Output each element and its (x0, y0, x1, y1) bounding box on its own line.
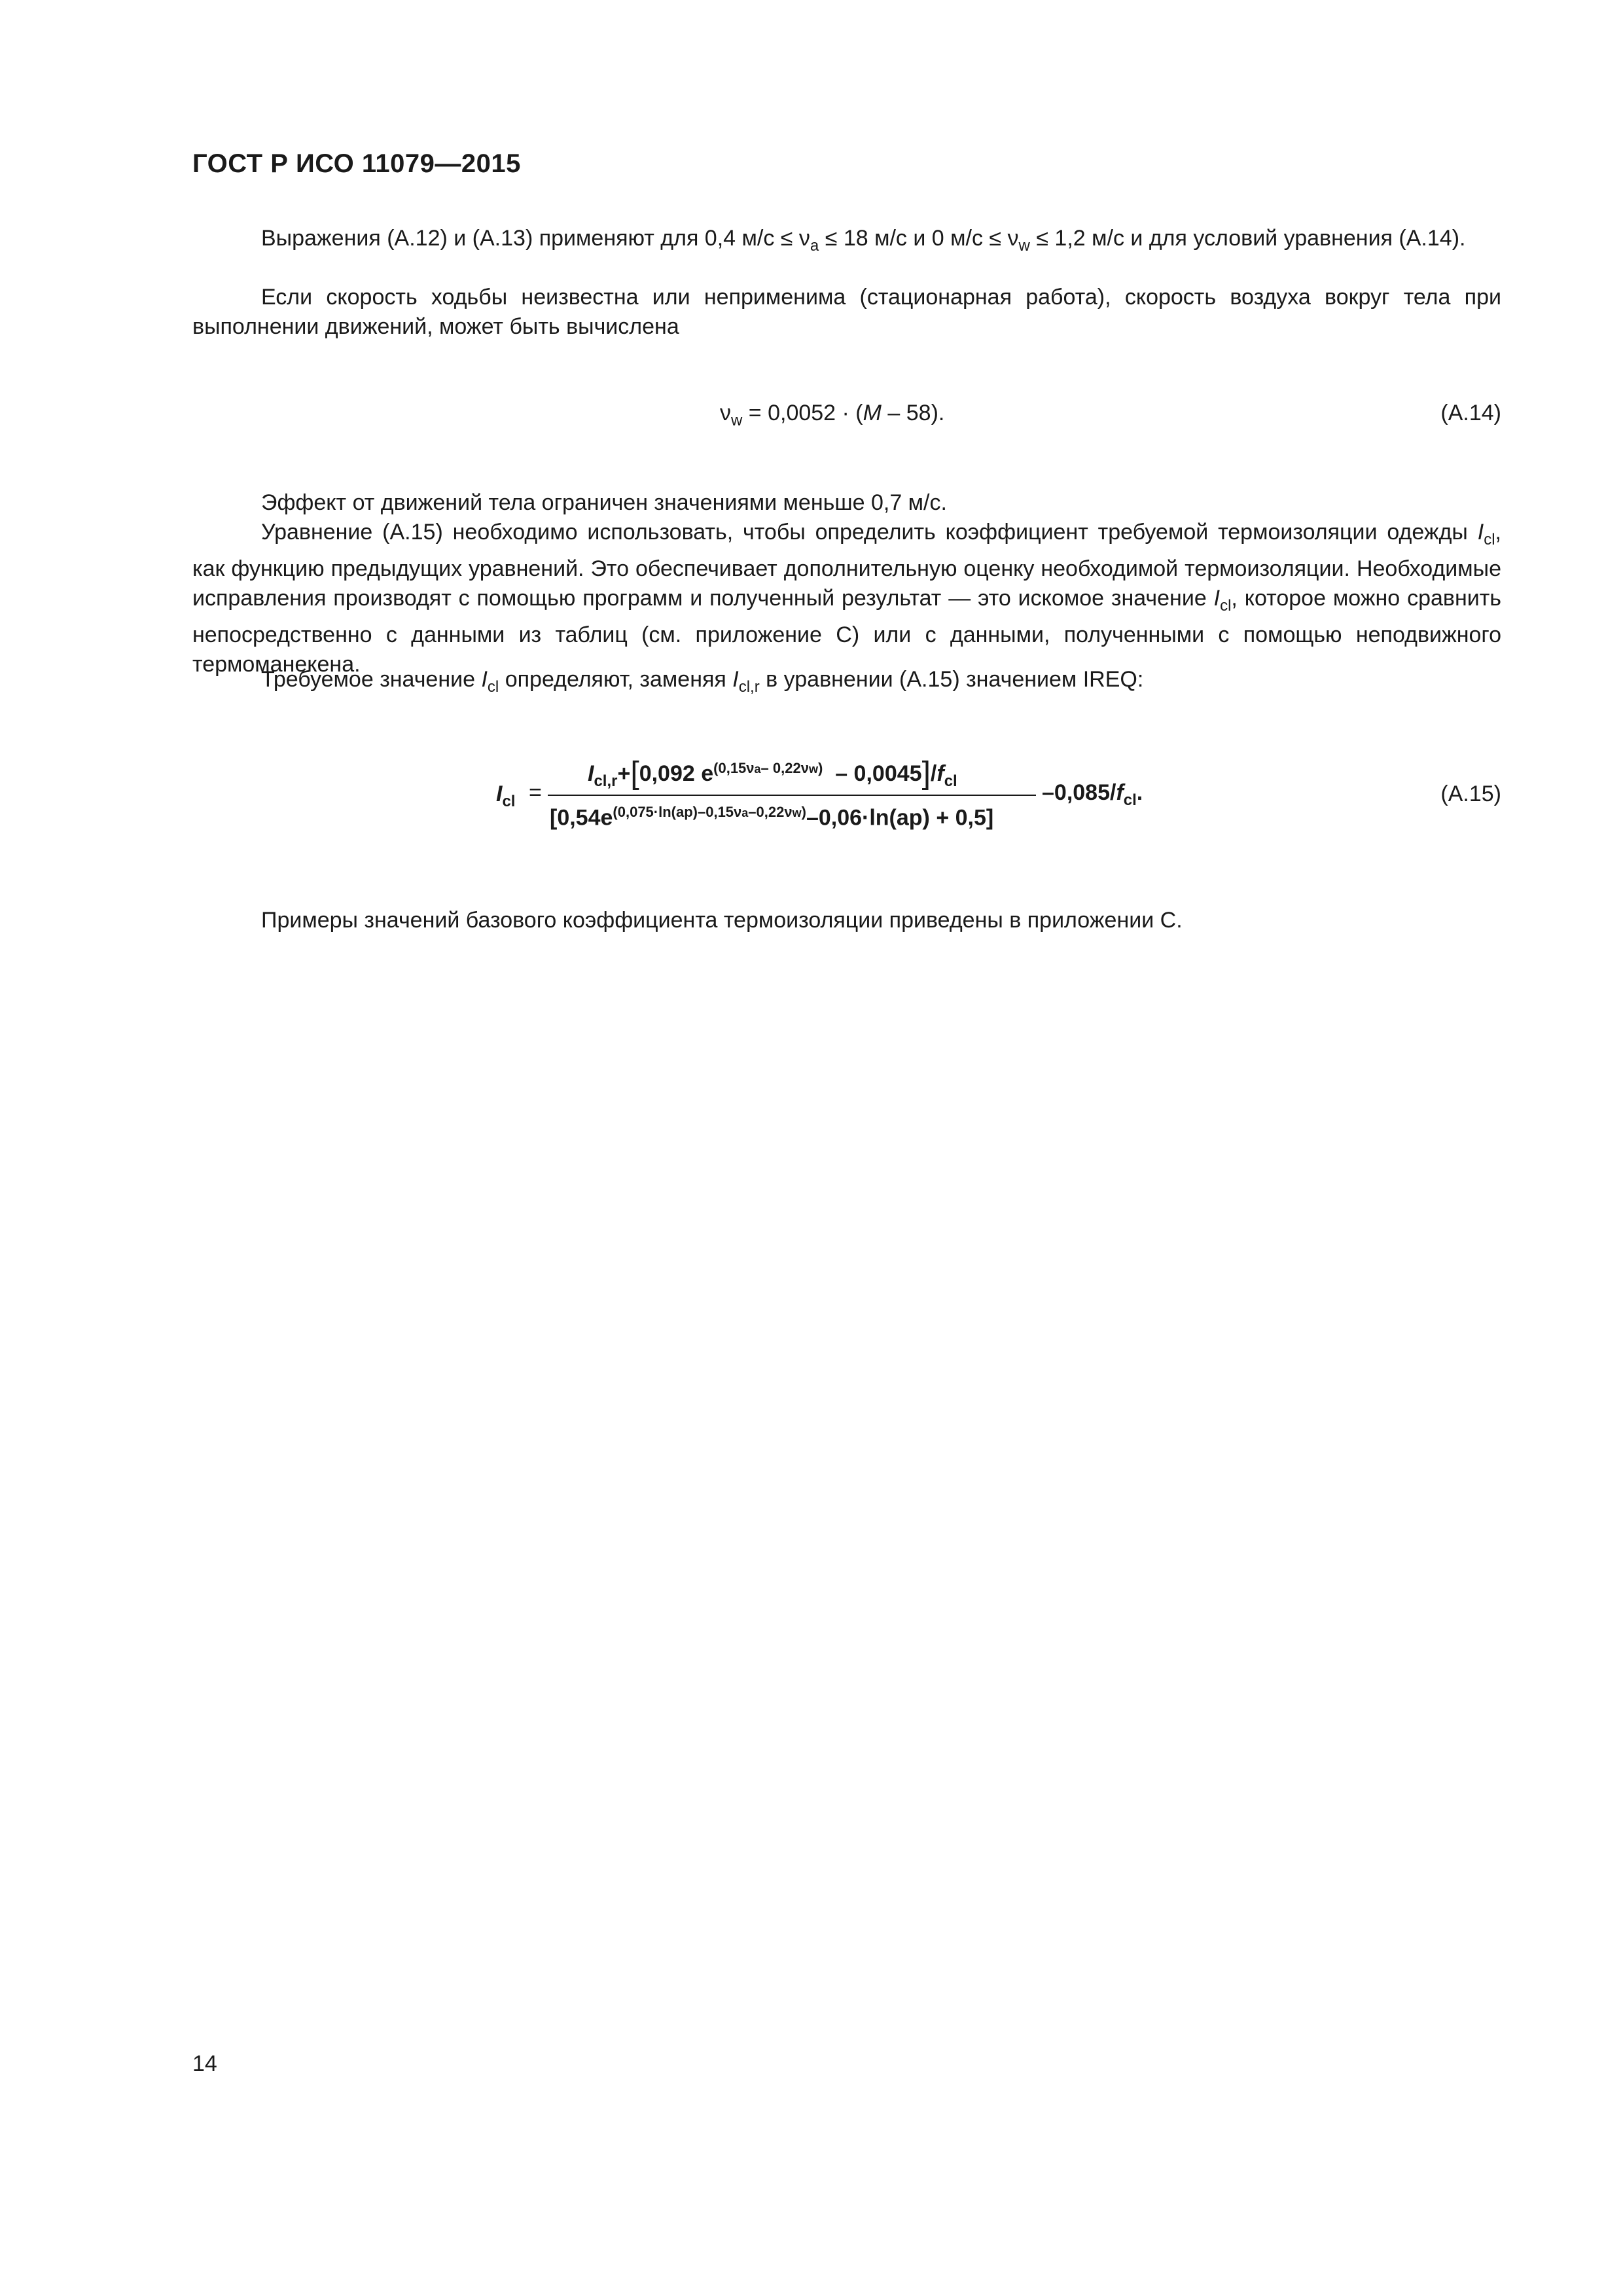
paragraph-required-value: Требуемое значение $I_{cl}$ определяют, заменяя $I_{cl,r}$ в уравнении (А.15) значением IREQ: (261, 667, 1144, 696)
paragraph-examples: Примеры значений базового коэффициента термоизоляции приведены в приложении С. (261, 908, 1183, 933)
equation-a15-number: (A.15) (1440, 781, 1501, 806)
equation-a14: $\nu_w = 0,0052 \cdot (M - 58)$. (720, 401, 945, 429)
eq15-denominator: $[0,54e^{(0,075\cdot ln(ap)-0,15\nu a-0,22\nu w)}-0,06\cdot\ln(ap) + 0,5]$ (550, 804, 994, 831)
equation-a15 (496, 744, 1216, 848)
eq15-lhs: $I_{cl}$ (496, 781, 516, 810)
eq15-tail: $-0,085/f_{cl}$. (1042, 780, 1143, 809)
page-number: 14 (192, 2051, 217, 2076)
equation-a14-number: (A.14) (1440, 401, 1501, 425)
eq15-numerator: $I_{cl,r}+[0,092$ $e^{(0,15\nu a- 0,22\nu w)} - 0,0045]/f_{cl}$ (588, 756, 957, 791)
paragraph-movement-effect: Эффект от движений тела ограничен значениями меньше 0,7 м/с. (261, 490, 947, 515)
paragraph-equation-a15-usage: Уравнение (А.15) необходимо использовать, чтобы определить коэффициент требуемой термоизоляции одежды $I_{cl}$, как функцию предыдущих уравнений. Это обеспечивает дополнительную оценку необходимой термоизоляции. Необходимые исправления производят с помощью программ и полученный результат — это искомое значение $I_{cl}$, которое можно сравнить непосредственно с данными из таблиц (см. приложение С) или с данными, полученными с помощью неподвижного термоманекена. (192, 520, 1501, 677)
paragraph-velocity-ranges: Выражения (А.12) и (А.13) применяют для 0,4 $м/с \le \nu_a \le 18$ м/с и 0 $м/с \le \nu_w \le 1,2$ м/с и для условий уравнения (А.14). (261, 226, 1466, 255)
document-header: ГОСТ Р ИСО 11079—2015 (192, 149, 521, 178)
eq15-fraction-bar (548, 795, 1036, 796)
eq15-equals: = (529, 780, 542, 805)
paragraph-walking-speed: Если скорость ходьбы неизвестна или неприменима (стационарная работа), скорость воздуха вокруг тела при выполнении движений, может быть вычислена (192, 285, 1501, 339)
